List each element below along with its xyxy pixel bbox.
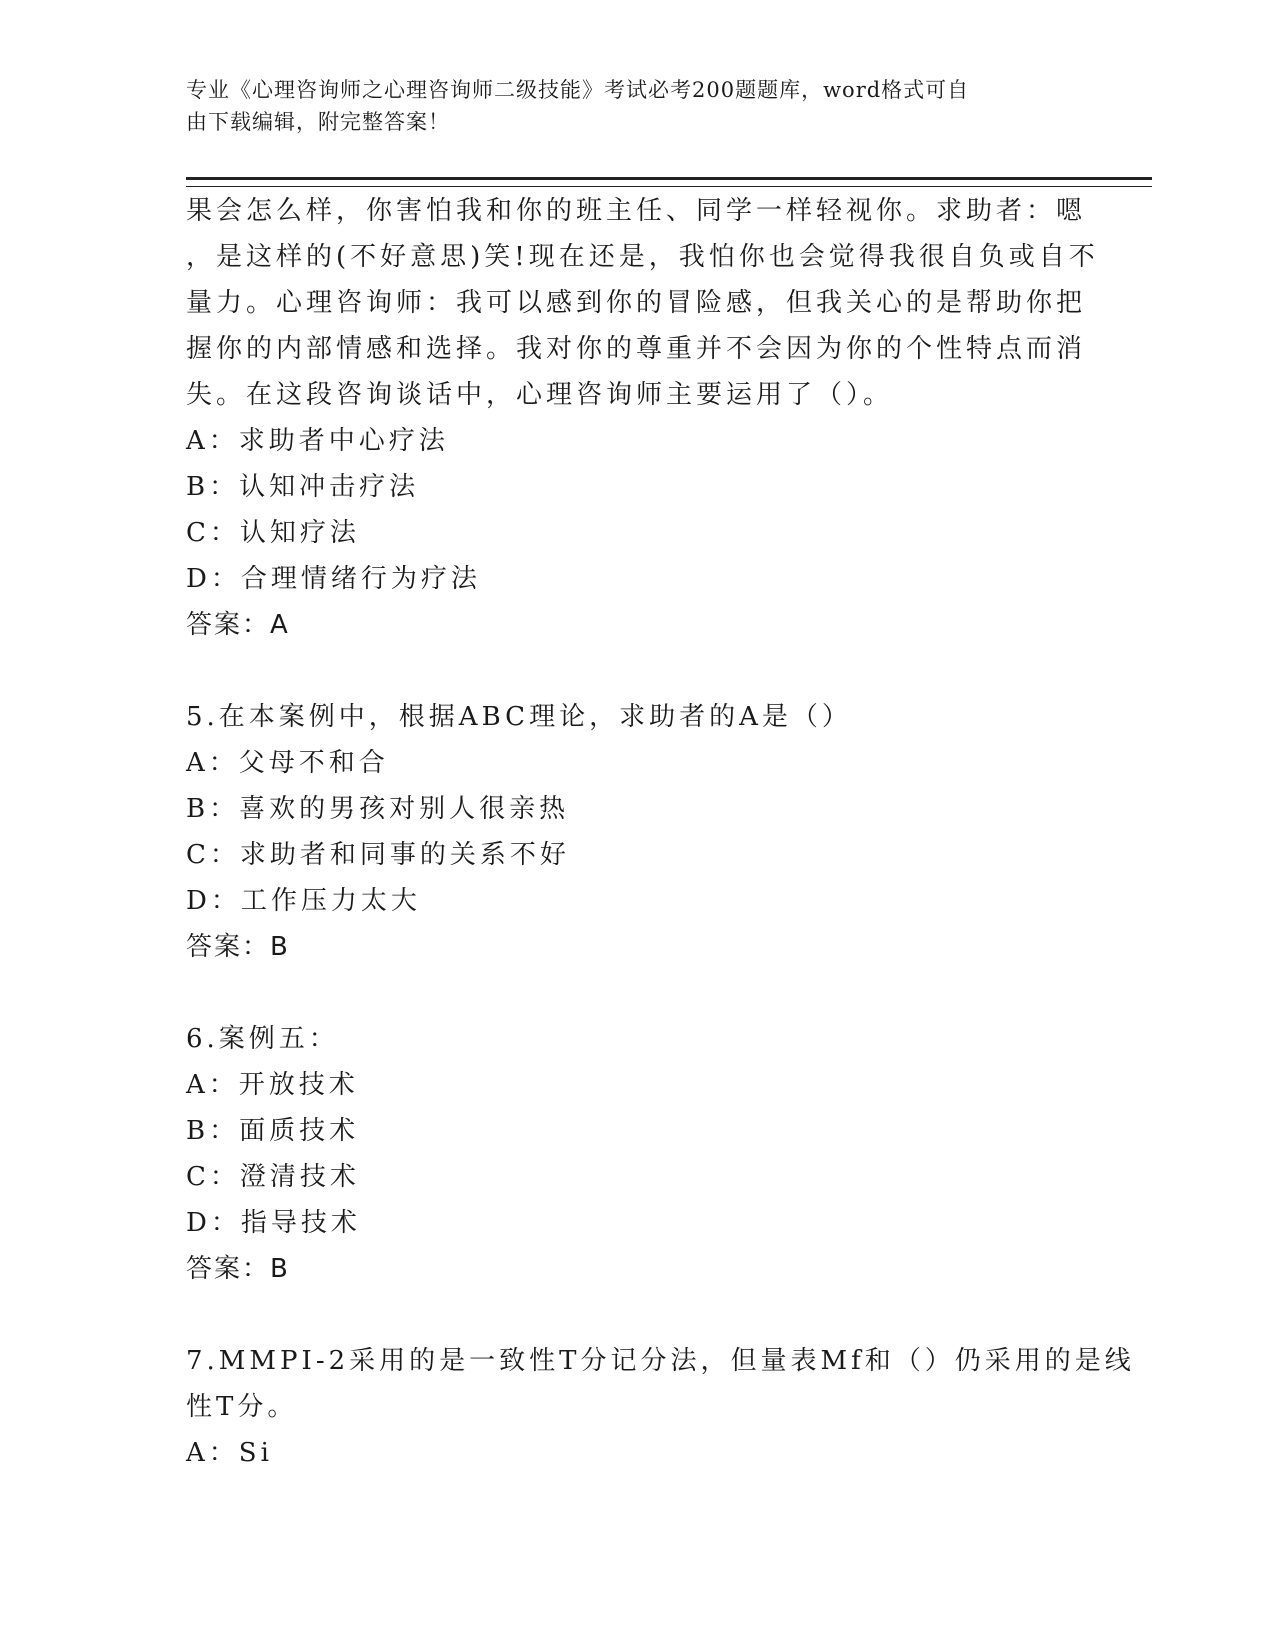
question-7 (186, 1338, 1135, 1476)
question-6 (186, 1016, 1086, 1292)
option-c: C：澄清技术 (186, 1162, 360, 1192)
answer-line: 答案：B (186, 1254, 290, 1284)
question-text-line: 果会怎么样，你害怕我和你的班主任、同学一样轻视你。求助者：嗯 (186, 196, 1087, 226)
option-a: A：开放技术 (186, 1070, 359, 1100)
question-text-line: 握你的内部情感和选择。我对你的尊重并不会因为你的个性特点而消 (186, 334, 1087, 364)
document-header (186, 74, 1086, 138)
answer-line: 答案：A (186, 610, 290, 640)
question-stem-line: 性T分。 (186, 1392, 298, 1422)
question-stem: 6.案例五： (186, 1024, 339, 1054)
option-a: A：求助者中心疗法 (186, 426, 449, 456)
question-stem-line: 7.MMPI-2采用的是一致性T分记分法，但量表Mf和（）仍采用的是线 (186, 1346, 1135, 1376)
option-d: D：工作压力太大 (186, 886, 421, 916)
option-d: D：合理情绪行为疗法 (186, 564, 481, 594)
option-d: D：指导技术 (186, 1208, 361, 1238)
option-c: C：求助者和同事的关系不好 (186, 840, 570, 870)
option-a: A：Si (186, 1438, 273, 1468)
option-b: B：认知冲击疗法 (186, 472, 420, 502)
option-b: B：喜欢的男孩对别人很亲热 (186, 794, 570, 824)
spacer (186, 648, 1086, 694)
question-text-line: 失。在这段咨询谈话中，心理咨询师主要运用了（）。 (186, 380, 894, 410)
spacer (186, 970, 1086, 1016)
question-4-continued (186, 188, 1099, 648)
header-title-line-1: 专业《心理咨询师之心理咨询师二级技能》考试必考200题题库，word格式可自 (186, 78, 970, 102)
question-text-line: 量力。心理咨询师：我可以感到你的冒险感，但我关心的是帮助你把 (186, 288, 1087, 318)
header-title-line-2: 由下载编辑，附完整答案！ (186, 110, 450, 134)
header-divider (186, 177, 1152, 187)
answer-line: 答案：B (186, 932, 290, 962)
question-5 (186, 694, 1086, 970)
option-b: B：面质技术 (186, 1116, 360, 1146)
question-text-line: ，是这样的(不好意思)笑!现在还是，我怕你也会觉得我很自负或自不 (186, 242, 1099, 272)
question-stem: 5.在本案例中，根据ABC理论，求助者的A是（） (186, 702, 852, 732)
option-a: A：父母不和合 (186, 748, 389, 778)
option-c: C：认知疗法 (186, 518, 360, 548)
document-body (186, 188, 1135, 1476)
spacer (186, 1292, 1086, 1338)
